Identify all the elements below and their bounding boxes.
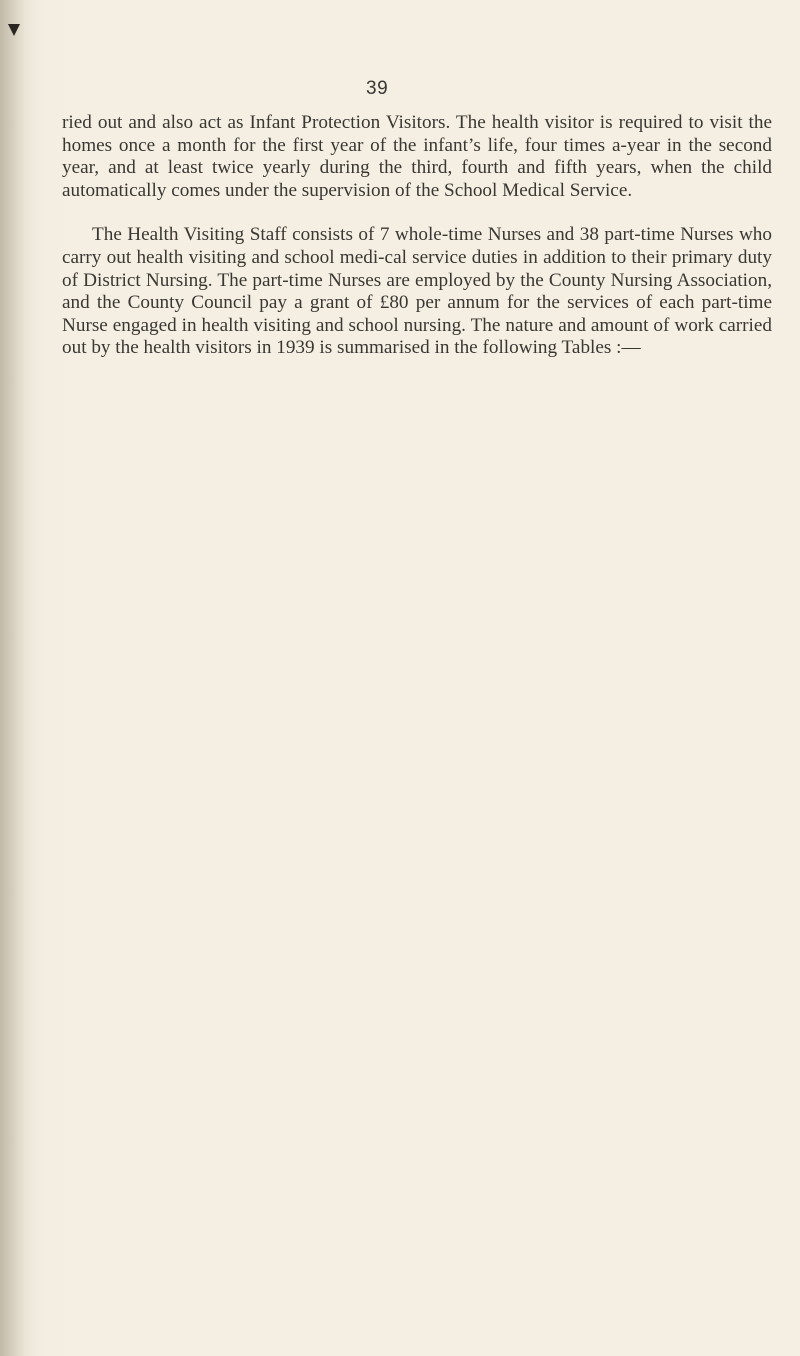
binding-shadow: [0, 0, 26, 1356]
punch-mark-icon: [8, 24, 20, 36]
paragraph-continuation: ried out and also act as Infant Protection Visitors. The health visitor is required to visit the homes once a month for the first year of the infant’s life, four times a-year in the second year, and at least twice yearly during the third, fourth and fifth years, when the child automatically comes under the supervision of the School Medical Service.: [62, 112, 772, 201]
paragraph-health-visiting-staff: The Health Visiting Staff consists of 7 whole-time Nurses and 38 part-time Nurses who carry out health visiting and school medi-cal service duties in addition to their primary duty of District Nursing. The part-time Nurses are employed by the County Nursing Association, and the County Council pay a grant of £80 per annum for the services of each part-time Nurse engaged in health visiting and school nursing. The nature and amount of work carried out by the health visitors in 1939 is summarised in the following Tables :—: [62, 224, 772, 359]
body-text: [62, 112, 772, 360]
page-number: 39: [366, 78, 389, 99]
